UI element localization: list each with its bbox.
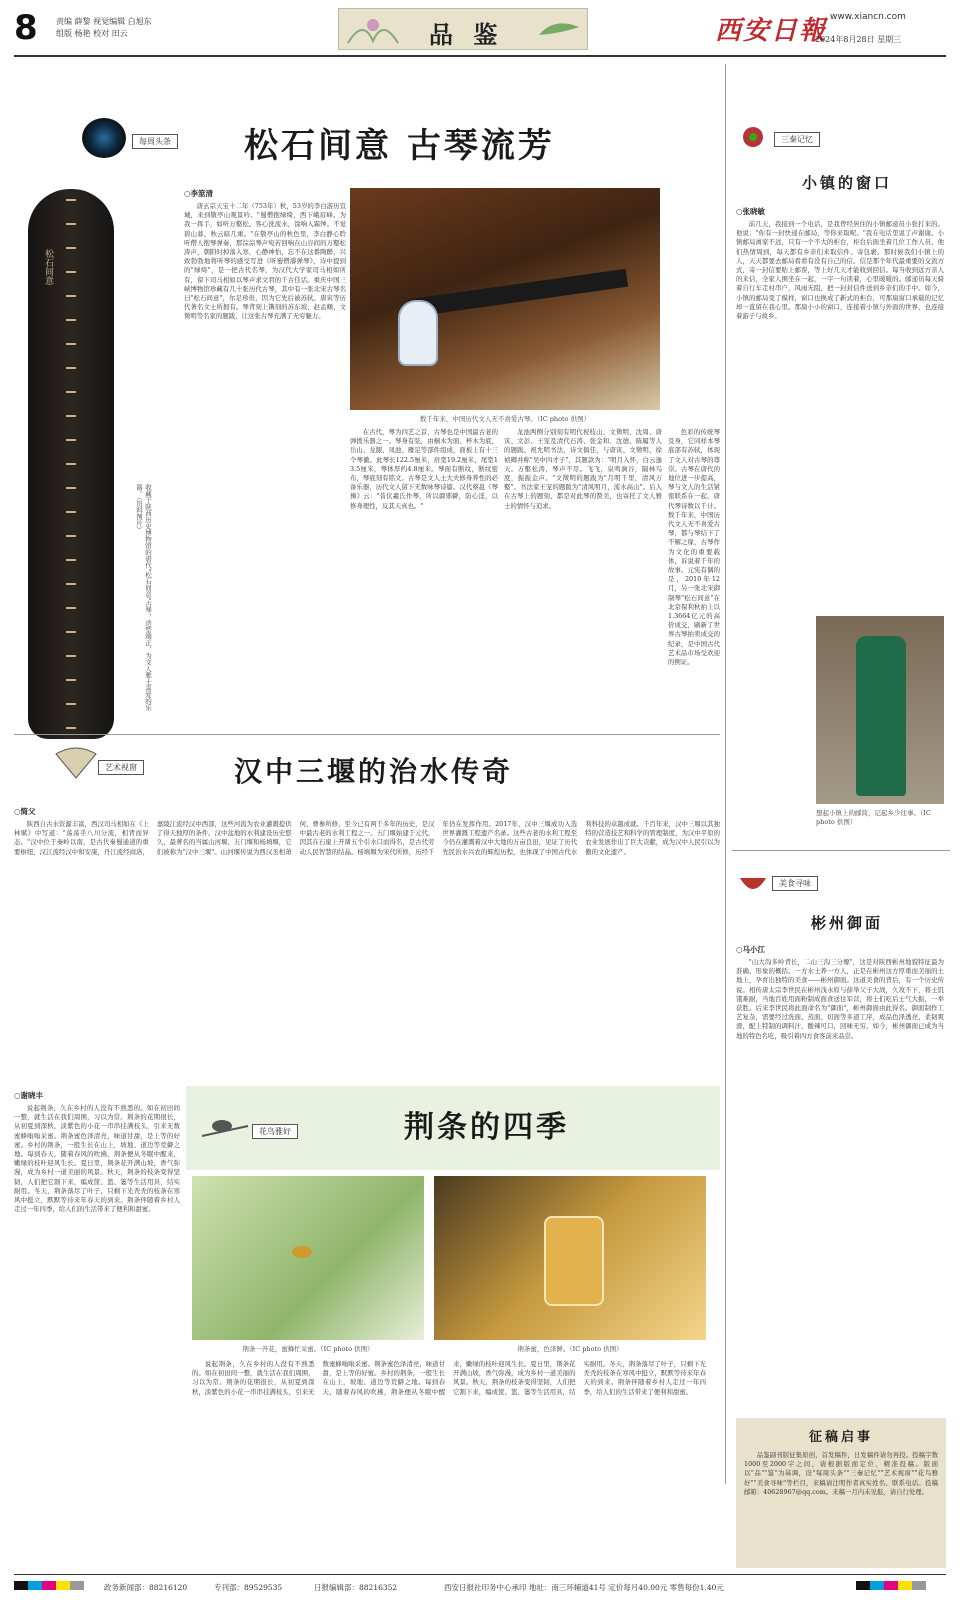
masthead: 西安日報 [715, 16, 828, 46]
jingtiao-text-col2: 说起荆条，久在乡村的人没有不熟悉的。如在初田间一整，就生活在我们周围，习以为常。荆条的花期很长，从初夏到深秋，淡紫色的小花一串串挂满枝头，引来无数蜜蜂嗡嗡采蜜。荆条蜜色泽清亮，味道甘甜，是上等的好蜜。乡村的荆条，一般生长在山上，坡地、道边等荒僻之地。每到春天，随着春风的吹拂，荆条便从冬眠中醒来，嫩绿的枝叶迎风生长。夏日里，荆条花开满山坡，香气弥漫，成为乡村一道美丽的风景。秋天，荆条的枝条变得坚韧，人们把它割下来，编成筐、篮、篓等生活用具，结实耐用。冬天，荆条落尽了叶子，只剩下光秃秃的枝条在寒风中挺立，默默等待来年春天的到来。荆条伴随着乡村人走过一年四季，给人们的生活带来了便利和甜蜜。 [192, 1360, 706, 1396]
section-divider-2 [732, 850, 950, 851]
call-for-papers [736, 1418, 946, 1568]
story-title: 松石间意 古琴流芳 [244, 126, 555, 166]
website: www.xiancn.com [830, 12, 906, 22]
color-bars-left [14, 1581, 84, 1592]
section-divider-1 [14, 734, 720, 735]
sanqin-author: ○张晓敏 [736, 207, 766, 216]
header-divider [14, 55, 946, 57]
top-story [14, 64, 720, 724]
hanzhong-text: 陕西自古水资源丰富，西汉司马相如在《上林赋》中写道："荡荡乎八川分流，相背而异态。"汉中位于秦岭以南，是古代秦蜀通道的重要枢纽，汉江流经汉中和安康，丹江流经商洛，嘉陵江流经汉中西部，这些河流为农业灌溉提供了得天独厚的条件。汉中盆地的水利建设历史悠久，最著名的当属山河堰、五门堰和杨填堰，它们被称为"汉中三堰"。山河堰传说为西汉丞相萧何、曹参所修，至今已有两千多年的历史，是汉中最古老的水利工程之一。五门堰始建于元代，因其在石崖上开凿五个引水口而得名，是古代劳动人民智慧的结晶。杨填堰为宋代所修，历经千年仍在发挥作用。2017年，汉中三堰成功入选世界灌溉工程遗产名录。这些古老的水利工程至今仍在灌溉着汉中大地的万亩良田，见证了历代先民治水兴农的辉煌历程，也体现了中国古代水利科技的卓越成就。千百年来，汉中三堰以其独特的营造技艺和科学的管理制度，为汉中平原的农业发展作出了巨大贡献，成为汉中人民引以为傲的文化遗产。 [14, 820, 720, 856]
jingtiao-author: ○谢晓丰 [14, 1091, 44, 1100]
story-column-3: 龙池两侧分别刻有明代祝枝山、文徵明、沈周、唐寅、文彭、王宠及清代石涛、张金和、沈德、陈履等人的题跋。祝允明书法，诗文俱佳，与唐寅、文徵明、徐祯卿并称"吴中四才子"，其题款为："明月入怀，白云逸天。万壑松涛，琴声不尽。飞飞，泉鸣涧谷，隔林鸟度，振振金声。"文徵明的题跋为"月明千里，清风万壑"。书法家王宠的题跋为"清风明月，流水高山"。后人在古琴上的题刻，都是对此琴的赞美，也寄托了文人雅士的情怀与追求。 [504, 428, 662, 510]
meishi-author: ○马小江 [736, 945, 766, 954]
camera-icon [82, 118, 126, 158]
section-banner [338, 8, 588, 50]
hanzhong-title: 汉中三堰的治水传奇 [234, 755, 514, 788]
bee-flower-photo [192, 1176, 424, 1340]
guqin-caption: 收藏于陕西历史博物馆的唐代"松石间意"古琴，造型端正，为文人雅士喜爱的乐器。（资料图片） [135, 484, 152, 711]
honey-photo-caption: 荆条蜜，色泽鲜。（IC photo 供图） [517, 1345, 623, 1353]
jingtiao-text-col1: 说起荆条，久在乡村的人没有不熟悉的。如在初田间一整，就生活在我们周围，习以为常。荆条的花期很长，从初夏到深秋，淡紫色的小花一串串挂满枝头，引来无数蜜蜂嗡嗡采蜜。荆条蜜色泽清亮，味道甘甜，是上等的好蜜。乡村的荆条，一般生长在山上，坡地、道边等荒僻之地。每到春天，随着春风的吹拂，荆条便从冬眠中醒来，嫩绿的枝叶迎风生长。夏日里，荆条花开满山坡，香气弥漫，成为乡村一道美丽的风景。秋天，荆条的枝条变得坚韧，人们把它割下来，编成筐、篮、篓等生活用具，结实耐用。冬天，荆条落尽了叶子，只剩下光秃秃的枝条在寒风中挺立，默默等待来年春天的到来。荆条伴随着乡村人走过一年四季，给人们的生活带来了便利和甜蜜。 [14, 1104, 180, 1214]
editor-line-1: 责编 薛黎 视觉编辑 白旭东 [56, 17, 152, 26]
section-title: 品 鉴 [429, 20, 504, 49]
bird-branch-icon [200, 1106, 250, 1146]
hanzhong-author: ○简父 [14, 807, 36, 816]
guqin-image: 松石间意 [28, 189, 114, 739]
footer-divider [14, 1574, 946, 1575]
story-author: ○李筮清 [184, 189, 214, 198]
guqin-photo-caption: 数千年来，中国历代文人无不喜爱古琴。（IC photo 供图） [419, 415, 591, 423]
sanqin-column-tag: 三秦记忆 [774, 132, 820, 147]
lotus-decoration-icon [343, 13, 403, 47]
footer-reader-phone: 日报编辑部：88216352 [314, 1583, 398, 1592]
jingtiao-article [14, 1086, 720, 1486]
footer-printer: 西安日报社印务中心承印 地址：南三环辅道41号 定价每月40.00元 零售每份1.40元 [444, 1583, 724, 1592]
editor-line-2: 组版 杨艳 校对 田云 [56, 29, 128, 38]
story-column-1: 唐玄宗天宝十二年（753年）秋，53岁的李白游历宣城，来到敬亭山观景吟。"蜀僧抱绿绮，西下峨眉峰。为我一挥手，如听万壑松。客心洗流水，馀响入霜钟。不觉碧山暮，秋云暗几重。"在敬亭山的秋色里，李白静心聆听僧人抱琴弹奏，那淙淙琴声宛若回响在山谷间的万壑松涛声，朝阳时掉落入寒，心静神怡，忘不在这番陶醉，兴致勃勃地将听琴的感受写进《听蜀僧濬弹琴》，诗中提到的"绿绮"，是一把古代名琴，为汉代大学家司马相如所有，留下司马相如以琴声求文君的千古佳话。重庆中国三峡博物馆珍藏有几十张历代古琴，其中有一张北宋古琴名曰"松石间意"，尔足珍贵，因为它先后被苏轼、唐寅等历代著名文士所拥有。琴背刻上镌刻的苏东坡、赵孟頫、文徵明等名家的题跋，让这张古琴充满了无穷魅力。 [184, 202, 346, 321]
jingtiao-title: 荆条的四季 [404, 1110, 569, 1145]
page-header [0, 0, 960, 56]
honey-photo [434, 1176, 706, 1340]
bird-decoration-icon [534, 15, 584, 45]
fan-icon [54, 746, 98, 780]
story-column-2: 在古代，琴为四艺之首，古琴也是中国最古老的弹拨乐器之一。琴身有弦，由桐木为面、梓木为底，岳山、龙龈、凤池、雁足等部件组成，面板上有十三个琴徽。此琴长122.5厘米，肩宽19.2厘米，尾宽13.5厘米，琴体厚约4.8厘米。琴面有断纹，断纹密布，琴底刻有铭文。古琴是文人士大夫修身养性的必备乐器，历代文人留下无数咏琴诗篇。汉代蔡邕《琴操》云："昔伏羲氏作琴，所以御邪僻，防心淫，以修身理性，反其天真也。" [350, 428, 498, 510]
mailbox-caption: 想起小镇上的邮筒，记起乡少往事。（IC photo 供图） [816, 809, 931, 826]
column-tag: 每周头条 [132, 134, 178, 149]
hanzhong-article [14, 740, 720, 1080]
meishi-article [732, 860, 950, 1460]
bowl-icon [738, 870, 768, 894]
jingtiao-column-tag: 花鸟雅好 [252, 1124, 298, 1139]
guqin-photo [350, 188, 660, 410]
flower-icon [738, 122, 768, 152]
sanqin-article [732, 64, 950, 844]
vertical-divider [725, 64, 726, 1484]
meishi-text: "山大沟多岭背长，二山三沟三分塬"，这是对陕西彬州地貌特征最为准确、形象的概括。一方水土养一方人，正是在彬州这方厚重而美丽的土地上，孕育出独特的美食——彬州御面。这道美食的背后，有一个历史传说。相传唐太宗李世民在彬州浅水原与薛举父子大战，久攻不下，将士饥饿难耐，当地百姓用面粉制成面食送往军营，将士们吃后士气大振，一举获胜。后来李世民将此面命名为"御面"，彬州御面由此得名。御面制作工艺复杂，需要经过洗面、蒸面、切面等多道工序，成品色泽透亮、柔韧爽滑，配上特制的调料汁，酸辣可口，回味无穷。如今，彬州御面已成为当地的特色名吃，吸引着四方食客前来品尝。 [736, 958, 944, 1040]
footer [14, 1579, 946, 1599]
footer-feature-phone: 专刊部：89529535 [214, 1583, 283, 1592]
hanzhong-column-tag: 艺术视窗 [98, 760, 144, 775]
page-number: 8 [14, 8, 38, 48]
footer-news-phone: 政务新闻部：88216120 [104, 1583, 188, 1592]
color-bars-right [856, 1581, 926, 1592]
issue-date: 2024年8月28日 星期三 [815, 35, 902, 44]
sanqin-title: 小镇的窗口 [801, 174, 892, 192]
mailbox-photo [816, 616, 944, 804]
bee-photo-caption: 荆条一开花，蜜蜂忙采蜜。（IC photo 供图） [242, 1345, 374, 1353]
meishi-column-tag: 美食寻味 [772, 876, 818, 891]
call-text: 品鉴副刊版征集原创、首发稿件，日发稿件请勿再投。投稿字数1000至2000字之间，请根据版面定位，精准投稿。版面以"品""鉴"为基调，设"每周头条""三秦记忆""艺术视窗""花鸟雅好""美食寻味"等栏目，来稿请注明作者真实姓名、联系电话。投稿邮箱：40628967@qq.com。来稿一月内未见报，请自行处理。 [744, 1451, 938, 1496]
call-title: 征稿启事 [808, 1430, 873, 1445]
meishi-title: 彬州御面 [810, 914, 883, 932]
story-column-4: 色彩的传统琴及身，它同样本琴底部有苏轼，体现了文人对古琴的尊崇。古琴在唐代的地位进一步提高，琴与文人的生活紧密联系在一起，唐代琴诗数以千计。数千年来，中国历代文人无不喜爱古琴，都与琴结下了不解之缘，古琴作为文化的重要载体，诉说着千年的故事。元宪有偶的是，2010年12月，另一张北宋御制琴"松石间意"在北京保利秋拍上以1.3664亿元的高价成交，刷新了世界古琴拍卖成交的纪录，是中国古代艺术品市场受欢迎的例证。 [668, 428, 720, 667]
sanqin-text: 前几天，我接到一个电话，是我曾经居住的小镇邮递员小张打来的。他说："你有一封快递在邮局，等你来取呢。"我在电话里说了声谢谢。小镇邮局离家不远，只有一个不大的柜台，柜台后面坐着几位工作人员，他们热情周到，每天都有乡亲们来取信件、寄包裹。那时候我们小镇上的人，天天都要去邮局看看有没有自己的信。信是那个年代最重要的交流方式，寄一封信要贴上邮票，等上好几天才能收到回信。每当收到远方亲人的来信，全家人围坐在一起，一字一句读着，心里暖暖的。邮递员每天骑着自行车走村串户，风雨无阻，把一封封信件送到乡亲们的手中。如今，小镇的邮局变了模样，窗口也换成了新式的柜台，可那扇窗口承载的记忆却一直留在我心里。那扇小小的窗口，连接着小镇与外面的世界，也连接着游子与故乡。 [736, 220, 944, 321]
